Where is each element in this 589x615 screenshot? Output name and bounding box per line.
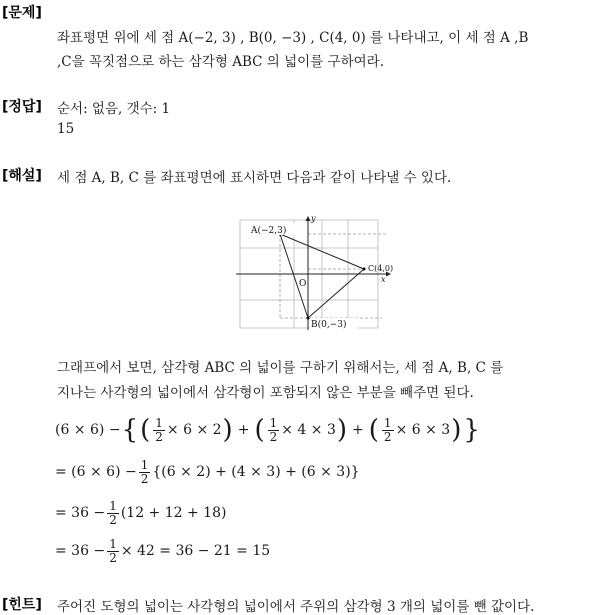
hint-tag: [힌트] <box>2 597 42 613</box>
fraction-half: $\frac{1}{2}$ <box>109 536 117 565</box>
problem-line-1: 좌표평면 위에 세 점 A(−2, 3) , B(0, −3) , C(4, 0) 를 나타내고, 이 세 점 A ,B <box>57 30 529 46</box>
coordinate-graph <box>236 214 406 332</box>
fraction-half: $\frac{1}{2}$ <box>269 415 278 444</box>
label-c: C(4,0) <box>368 264 394 273</box>
label-origin: O <box>299 279 307 289</box>
equation-3: = 36 − $\frac{1}{2}$ (12 + 12 + 18) <box>55 498 227 527</box>
answer-meta: 순서: 없음, 갯수: 1 <box>57 101 171 117</box>
equation-1: (6 × 6) − { ( $\frac{1}{2}$ × 6 × 2 ) + ( $\frac{1}{2}$ × 4 × 3 ) + ( $\frac{1}{2}$ × 6 × 3 ) } <box>55 415 480 445</box>
hint-text: 주어진 도형의 넓이는 사각형의 넓이에서 주위의 삼각형 3 개의 넓이를 뺀 값이다. <box>57 599 535 615</box>
fraction-half: $\frac{1}{2}$ <box>155 415 163 444</box>
solution-intro: 세 점 A, B, C 를 좌표평면에 표시하면 다음과 같이 나타낼 수 있다. <box>57 170 452 186</box>
point-b <box>307 317 310 320</box>
solution-tag: [해설] <box>2 168 42 184</box>
label-y-axis: y <box>311 214 316 223</box>
answer-value: 15 <box>57 121 75 137</box>
label-a: A(−2,3) <box>251 226 287 236</box>
fraction-half: $\frac{1}{2}$ <box>383 415 392 444</box>
solution-para-2: 지나는 사각형의 넓이에서 삼각형이 포함되지 않은 부분을 빼주면 된다. <box>57 385 474 401</box>
fraction-half: $\frac{1}{2}$ <box>109 498 117 527</box>
answer-tag: [정답] <box>2 99 42 115</box>
problem-line-2: ,C을 꼭짓점으로 하는 삼각형 ABC 의 넓이를 구하여라. <box>57 54 384 70</box>
solution-para-1: 그래프에서 보면, 삼각형 ABC 의 넓이를 구하기 위해서는, 세 점 A, B, C 를 <box>57 360 504 376</box>
equation-4: = 36 − $\frac{1}{2}$ × 42 = 36 − 21 = 15 <box>55 536 271 565</box>
label-x-axis: x <box>381 275 386 284</box>
fraction-half: $\frac{1}{2}$ <box>140 457 149 486</box>
point-c <box>363 268 366 271</box>
problem-tag: [문제] <box>2 5 42 21</box>
label-b: B(0,−3) <box>311 320 347 330</box>
equation-2: = (6 × 6) − $\frac{1}{2}$ {(6 × 2) + (4 × 3) + (6 × 3)} <box>55 457 360 486</box>
